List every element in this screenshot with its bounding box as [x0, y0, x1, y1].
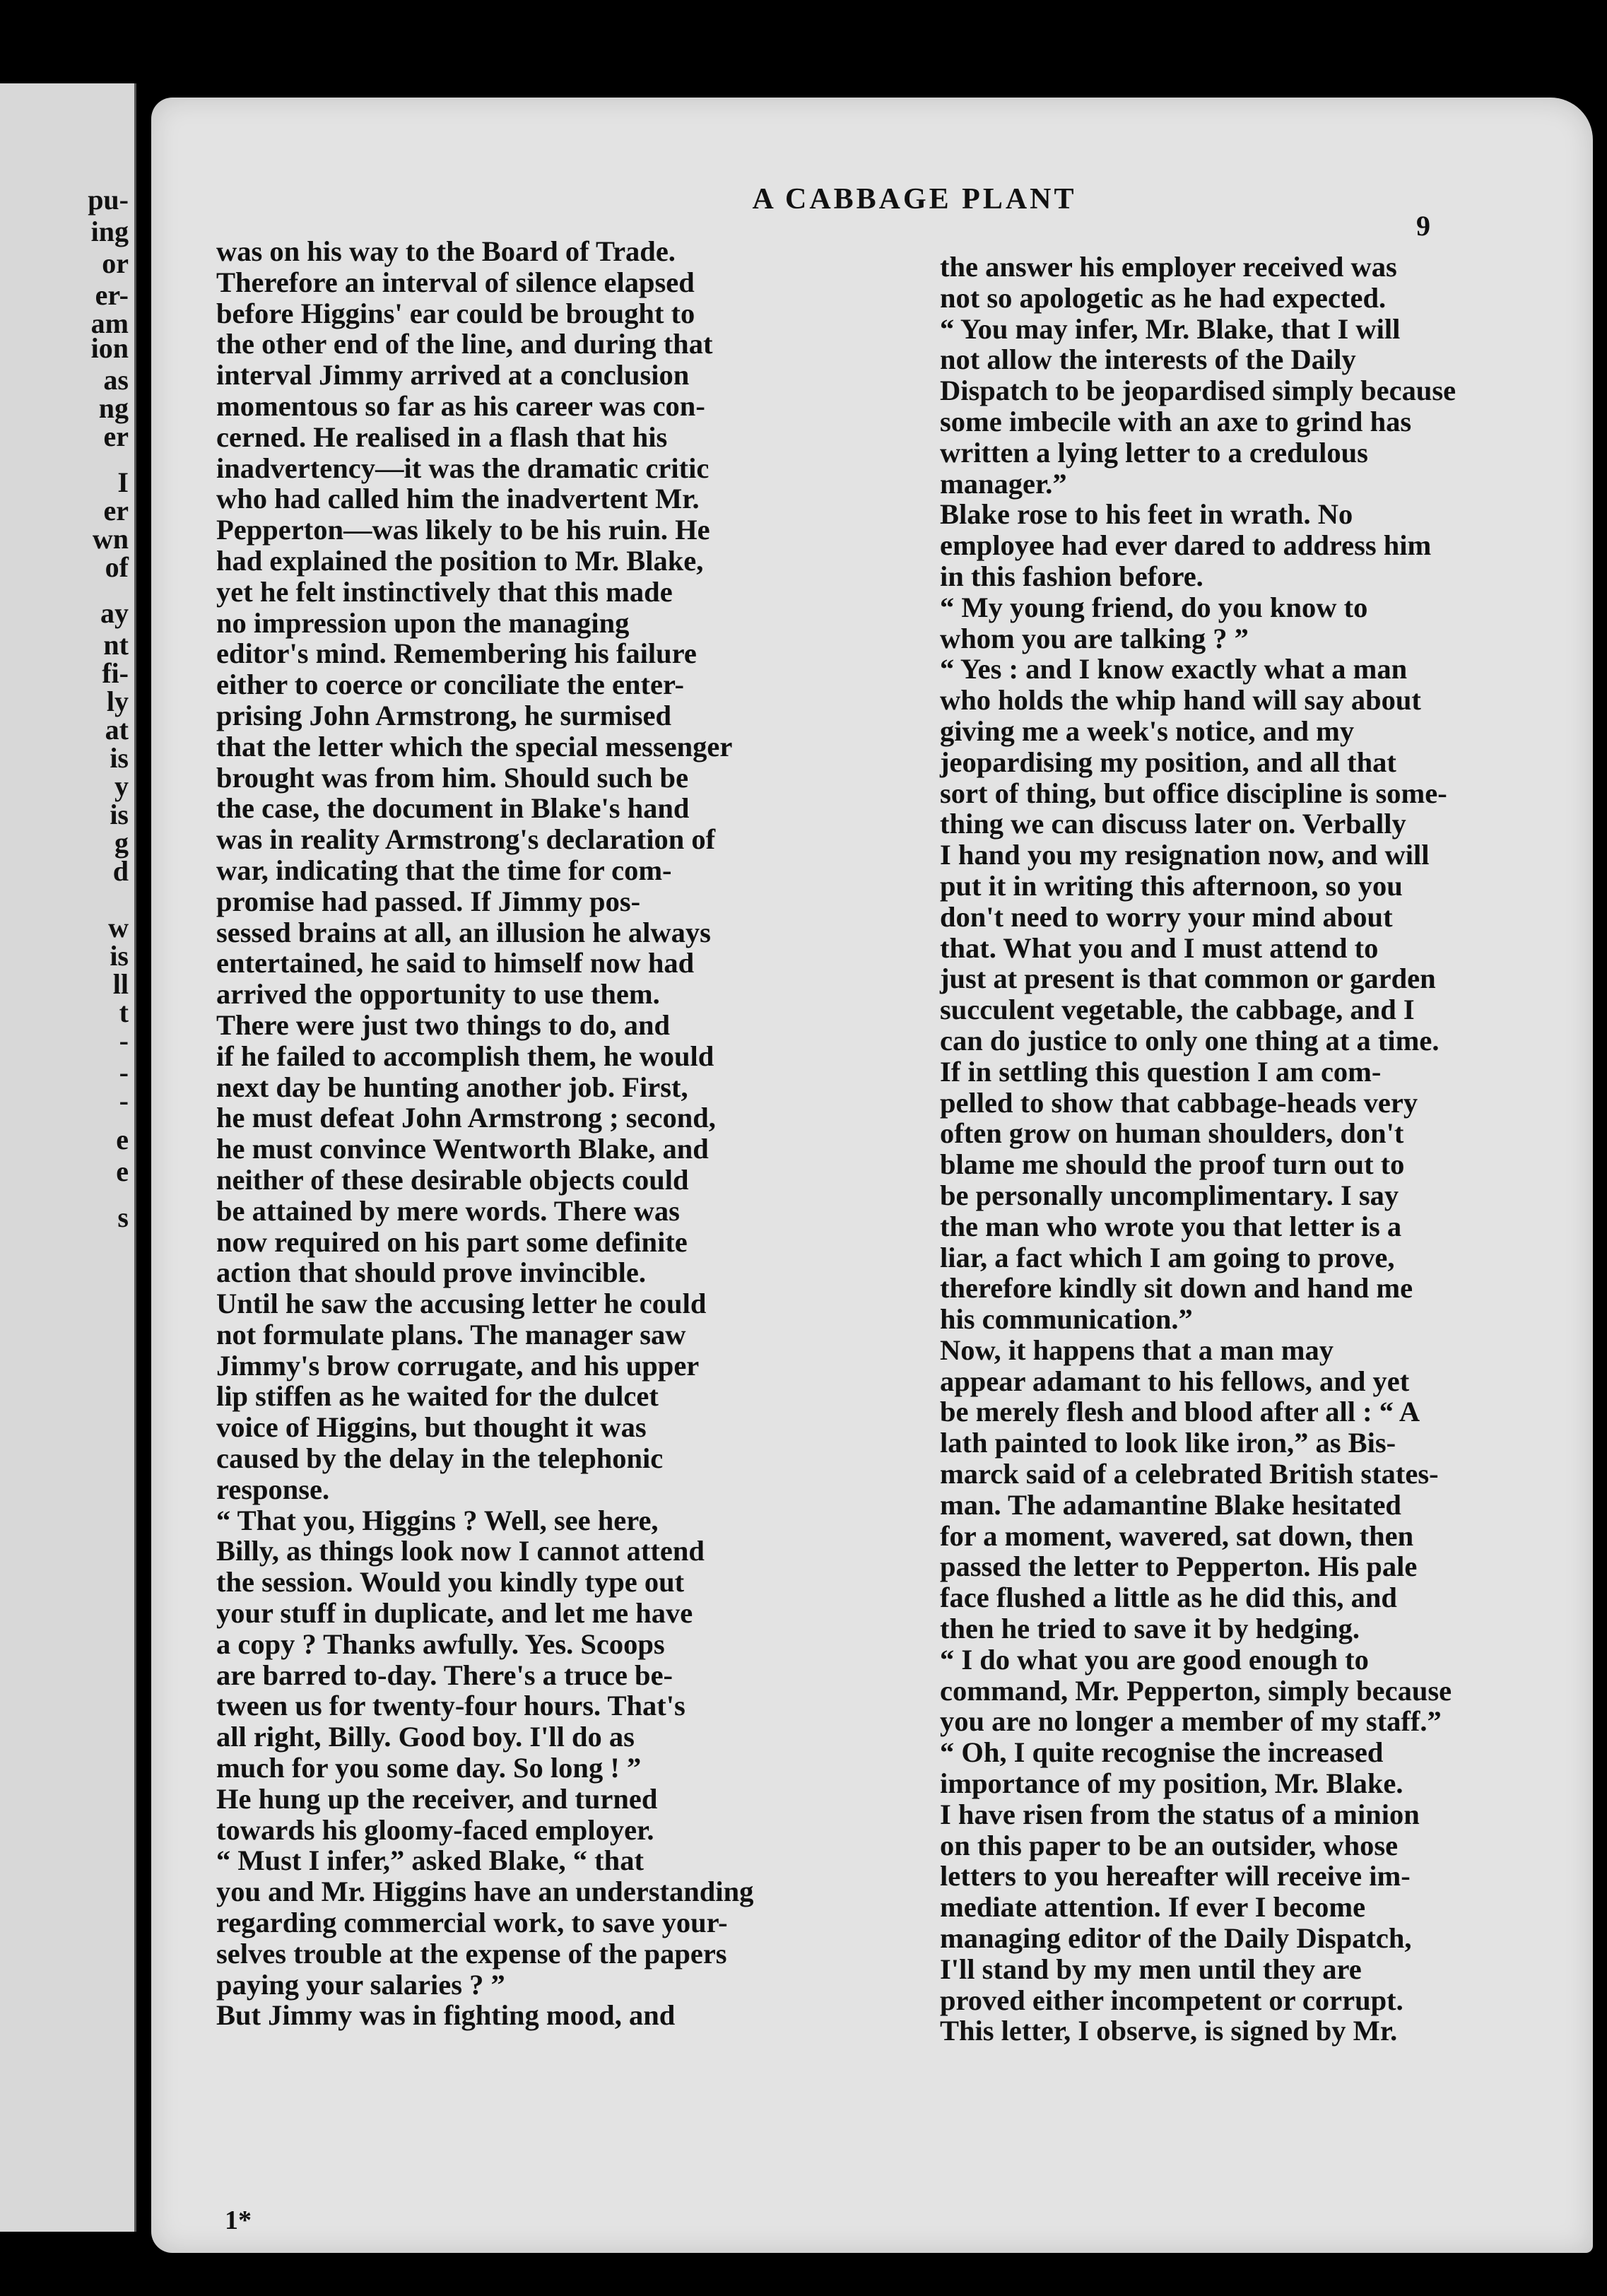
text-line: Jimmy's brow corrugate, and his upper	[216, 1349, 700, 1382]
text-line: no impression upon the managing	[216, 606, 630, 639]
text-line: momentous so far as his career was con-	[216, 389, 705, 422]
fragment-text: at	[105, 714, 129, 746]
text-line: you and Mr. Higgins have an understanding	[216, 1876, 754, 1908]
text-line: paying your salaries ? ”	[216, 1968, 505, 2001]
text-line: editor's mind. Remembering his failure	[216, 637, 697, 670]
text-line: war, indicating that the time for com-	[216, 854, 672, 886]
text-line: “ That you, Higgins ? Well, see here,	[216, 1504, 659, 1536]
text-line: don't need to worry your mind about	[940, 900, 1393, 933]
text-line: not formulate plans. The manager saw	[216, 1318, 686, 1350]
fragment-text: er	[103, 420, 129, 452]
text-line: that. What you and I must attend to	[940, 931, 1379, 964]
text-line: liar, a fact which I am going to prove,	[940, 1241, 1395, 1273]
text-line: Now, it happens that a man may	[940, 1334, 1334, 1366]
text-line: towards his gloomy-faced employer.	[216, 1813, 654, 1846]
text-line: on this paper to be an outsider, whose	[940, 1829, 1399, 1861]
text-line: just at present is that common or garden	[940, 962, 1436, 995]
text-line: be attained by mere words. There was	[216, 1194, 680, 1227]
text-line: This letter, I observe, is signed by Mr.	[940, 2015, 1398, 2047]
text-line: therefore kindly sit down and hand me	[940, 1272, 1413, 1305]
text-line: caused by the delay in the telephonic	[216, 1442, 664, 1475]
text-line: he must defeat John Armstrong ; second,	[216, 1102, 716, 1134]
text-line: often grow on human shoulders, don't	[940, 1117, 1404, 1150]
text-line: was on his way to the Board of Trade.	[216, 235, 676, 267]
text-line: letters to you hereafter will receive im-	[940, 1860, 1411, 1892]
text-line: prising John Armstrong, he surmised	[216, 699, 671, 731]
text-line: sessed brains at all, an illusion he always	[216, 916, 711, 948]
text-line: the man who wrote you that letter is a	[940, 1210, 1402, 1242]
text-line: much for you some day. So long ! ”	[216, 1752, 642, 1784]
fragment-text: -	[119, 1056, 129, 1088]
text-line: yet he felt instinctively that this made	[216, 575, 673, 608]
text-line: be personally uncomplimentary. I say	[940, 1179, 1399, 1211]
text-line: neither of these desirable objects could	[216, 1163, 689, 1196]
text-line: He hung up the receiver, and turned	[216, 1782, 658, 1815]
fragment-text: or	[102, 247, 129, 279]
fragment-text: ay	[100, 597, 129, 629]
text-line: interval Jimmy arrived at a conclusion	[216, 359, 690, 392]
fragment-text: e	[116, 1155, 129, 1187]
fragment-text: is	[110, 742, 129, 774]
text-line: are barred to-day. There's a truce be-	[216, 1659, 673, 1691]
text-line: succulent vegetable, the cabbage, and I	[940, 994, 1415, 1026]
text-line: “ Yes : and I know exactly what a man	[940, 653, 1408, 685]
text-line: passed the letter to Pepperton. His pale	[940, 1550, 1418, 1583]
fragment-text: g	[114, 827, 129, 859]
fragment-text: nt	[103, 629, 129, 661]
text-line: whom you are talking ? ”	[940, 622, 1249, 654]
text-line: appear adamant to his fellows, and yet	[940, 1365, 1410, 1397]
text-line: arrived the opportunity to use them.	[216, 978, 660, 1011]
right-text-column	[940, 252, 1590, 2047]
fragment-text: ng	[98, 392, 129, 424]
text-line: action that should prove invincible.	[216, 1256, 646, 1289]
text-line: thing we can discuss later on. Verbally	[940, 808, 1406, 840]
text-line: not so apologetic as he had expected.	[940, 281, 1387, 314]
fragment-text: -	[119, 1085, 129, 1117]
text-line: had explained the position to Mr. Blake,	[216, 544, 704, 577]
text-line: “ Oh, I quite recognise the increased	[940, 1736, 1384, 1769]
fragment-text: ll	[112, 968, 129, 1000]
running-header: A CABBAGE PLANT	[752, 183, 1077, 216]
text-line: written a lying letter to a credulous	[940, 436, 1368, 469]
text-line: either to coerce or conciliate the enter-	[216, 669, 684, 701]
text-line: can do justice to only one thing at a time.	[940, 1024, 1440, 1056]
text-line: inadvertency—it was the dramatic critic	[216, 452, 710, 484]
text-line: pelled to show that cabbage-heads very	[940, 1086, 1418, 1119]
text-line: some imbecile with an axe to grind has	[940, 405, 1412, 437]
text-line: lath painted to look like iron,” as Bis-	[940, 1427, 1396, 1459]
text-line: a copy ? Thanks awfully. Yes. Scoops	[216, 1627, 665, 1660]
text-line: command, Mr. Pepperton, simply because	[940, 1674, 1452, 1707]
text-line: giving me a week's notice, and my	[940, 714, 1355, 747]
fragment-text: s	[117, 1201, 129, 1233]
text-line: the case, the document in Blake's hand	[216, 792, 690, 825]
text-line: “ My young friend, do you know to	[940, 591, 1368, 623]
text-line: now required on his part some definite	[216, 1225, 688, 1258]
text-line: be merely flesh and blood after all : “ A	[940, 1396, 1420, 1428]
text-line: in this fashion before.	[940, 560, 1203, 592]
text-line: importance of my position, Mr. Blake.	[940, 1767, 1403, 1800]
fragment-text: -	[119, 1025, 129, 1056]
text-line: cerned. He realised in a flash that his	[216, 420, 668, 453]
book-page	[151, 98, 1593, 2253]
text-line: entertained, he said to himself now had	[216, 947, 695, 979]
fragment-text: t	[119, 996, 129, 1028]
text-line: Blake rose to his feet in wrath. No	[940, 498, 1353, 531]
text-line: proved either incompetent or corrupt.	[940, 1984, 1403, 2016]
fragment-text: of	[105, 551, 129, 583]
text-line: tween us for twenty-four hours. That's	[216, 1690, 685, 1722]
fragment-text: ly	[106, 685, 129, 717]
text-line: next day be hunting another job. First,	[216, 1071, 688, 1103]
text-line: the answer his employer received was	[940, 251, 1397, 283]
text-line: blame me should the proof turn out to	[940, 1148, 1405, 1181]
text-line: face flushed a little as he did this, and	[940, 1582, 1397, 1614]
text-line: not allow the interests of the Daily	[940, 343, 1356, 376]
text-line: if he failed to accomplish them, he would	[216, 1040, 714, 1072]
text-line: voice of Higgins, but thought it was	[216, 1411, 647, 1444]
text-line: Dispatch to be jeopardised simply because	[940, 375, 1456, 407]
fragment-text: wn	[92, 523, 129, 555]
fragment-text: d	[112, 855, 129, 887]
signature-mark: 1*	[225, 2206, 252, 2235]
text-line: “ I do what you are good enough to	[940, 1643, 1369, 1676]
fragment-text: y	[114, 770, 129, 802]
page-number: 9	[1416, 210, 1430, 242]
fragment-text: ion	[90, 332, 129, 364]
fragment-text: am	[90, 307, 129, 339]
fragment-text: is	[110, 940, 129, 972]
text-line: was in reality Armstrong's declaration of	[216, 823, 716, 856]
fragment-text: er-	[95, 279, 129, 311]
text-line: the session. Would you kindly type out	[216, 1566, 685, 1599]
text-line: who had called him the inadvertent Mr.	[216, 483, 700, 515]
fragment-text: er	[103, 495, 129, 526]
text-line: you are no longer a member of my staff.”	[940, 1705, 1442, 1738]
text-line: There were just two things to do, and	[216, 1008, 671, 1041]
text-line: I hand you my resignation now, and will	[940, 839, 1430, 871]
text-line: lip stiffen as he waited for the dulcet	[216, 1380, 659, 1413]
left-text-column	[216, 236, 875, 2031]
text-line: his communication.”	[940, 1303, 1193, 1336]
text-line: Therefore an interval of silence elapsed	[216, 266, 695, 298]
text-line: “ Must I infer,” asked Blake, “ that	[216, 1844, 644, 1877]
text-line: I'll stand by my men until they are	[940, 1953, 1362, 1985]
text-line: put it in writing this afternoon, so you	[940, 869, 1403, 902]
text-line: Billy, as things look now I cannot attend	[216, 1535, 705, 1567]
text-line: selves trouble at the expense of the papers	[216, 1937, 727, 1970]
text-line: I have risen from the status of a minion	[940, 1798, 1420, 1830]
fragment-text: w	[108, 912, 129, 943]
fragment-text: fi-	[102, 657, 129, 689]
fragment-text: ing	[90, 216, 129, 247]
fragment-text: is	[110, 799, 129, 830]
text-line: If in settling this question I am com-	[940, 1055, 1382, 1088]
text-line: employee had ever dared to address him	[940, 529, 1432, 562]
fragment-text: pu-	[88, 184, 129, 216]
text-line: mediate attention. If ever I become	[940, 1891, 1366, 1924]
text-line: then he tried to save it by hedging.	[940, 1613, 1360, 1645]
fragment-text: e	[116, 1124, 129, 1155]
text-line: marck said of a celebrated British states-	[940, 1458, 1439, 1490]
text-line: promise had passed. If Jimmy pos-	[216, 885, 641, 917]
text-line: regarding commercial work, to save your-	[216, 1907, 728, 1939]
text-line: all right, Billy. Good boy. I'll do as	[216, 1721, 635, 1753]
fragment-text: I	[117, 466, 129, 498]
text-line: brought was from him. Should such be	[216, 761, 689, 794]
text-line: man. The adamantine Blake hesitated	[940, 1488, 1401, 1521]
text-line: for a moment, wavered, sat down, then	[940, 1519, 1414, 1552]
fragment-text: as	[103, 364, 129, 396]
text-line: Until he saw the accusing letter he could	[216, 1288, 707, 1320]
text-line: before Higgins' ear could be brought to	[216, 297, 695, 329]
text-line: your stuff in duplicate, and let me have	[216, 1597, 693, 1630]
text-line: jeopardising my position, and all that	[940, 746, 1396, 778]
text-line: But Jimmy was in fighting mood, and	[216, 1999, 676, 2032]
facing-page-fragment	[0, 83, 136, 2232]
text-line: “ You may infer, Mr. Blake, that I will	[940, 312, 1401, 345]
text-line: sort of thing, but office discipline is some-	[940, 777, 1447, 809]
text-line: manager.”	[940, 467, 1067, 500]
text-line: response.	[216, 1473, 330, 1505]
text-line: that the letter which the special messenger	[216, 730, 733, 763]
text-line: managing editor of the Daily Dispatch,	[940, 1922, 1412, 1955]
text-line: who holds the whip hand will say about	[940, 684, 1421, 717]
text-line: Pepperton—was likely to be his ruin. He	[216, 514, 710, 546]
text-line: the other end of the line, and during that	[216, 328, 713, 360]
text-line: he must convince Wentworth Blake, and	[216, 1133, 709, 1165]
